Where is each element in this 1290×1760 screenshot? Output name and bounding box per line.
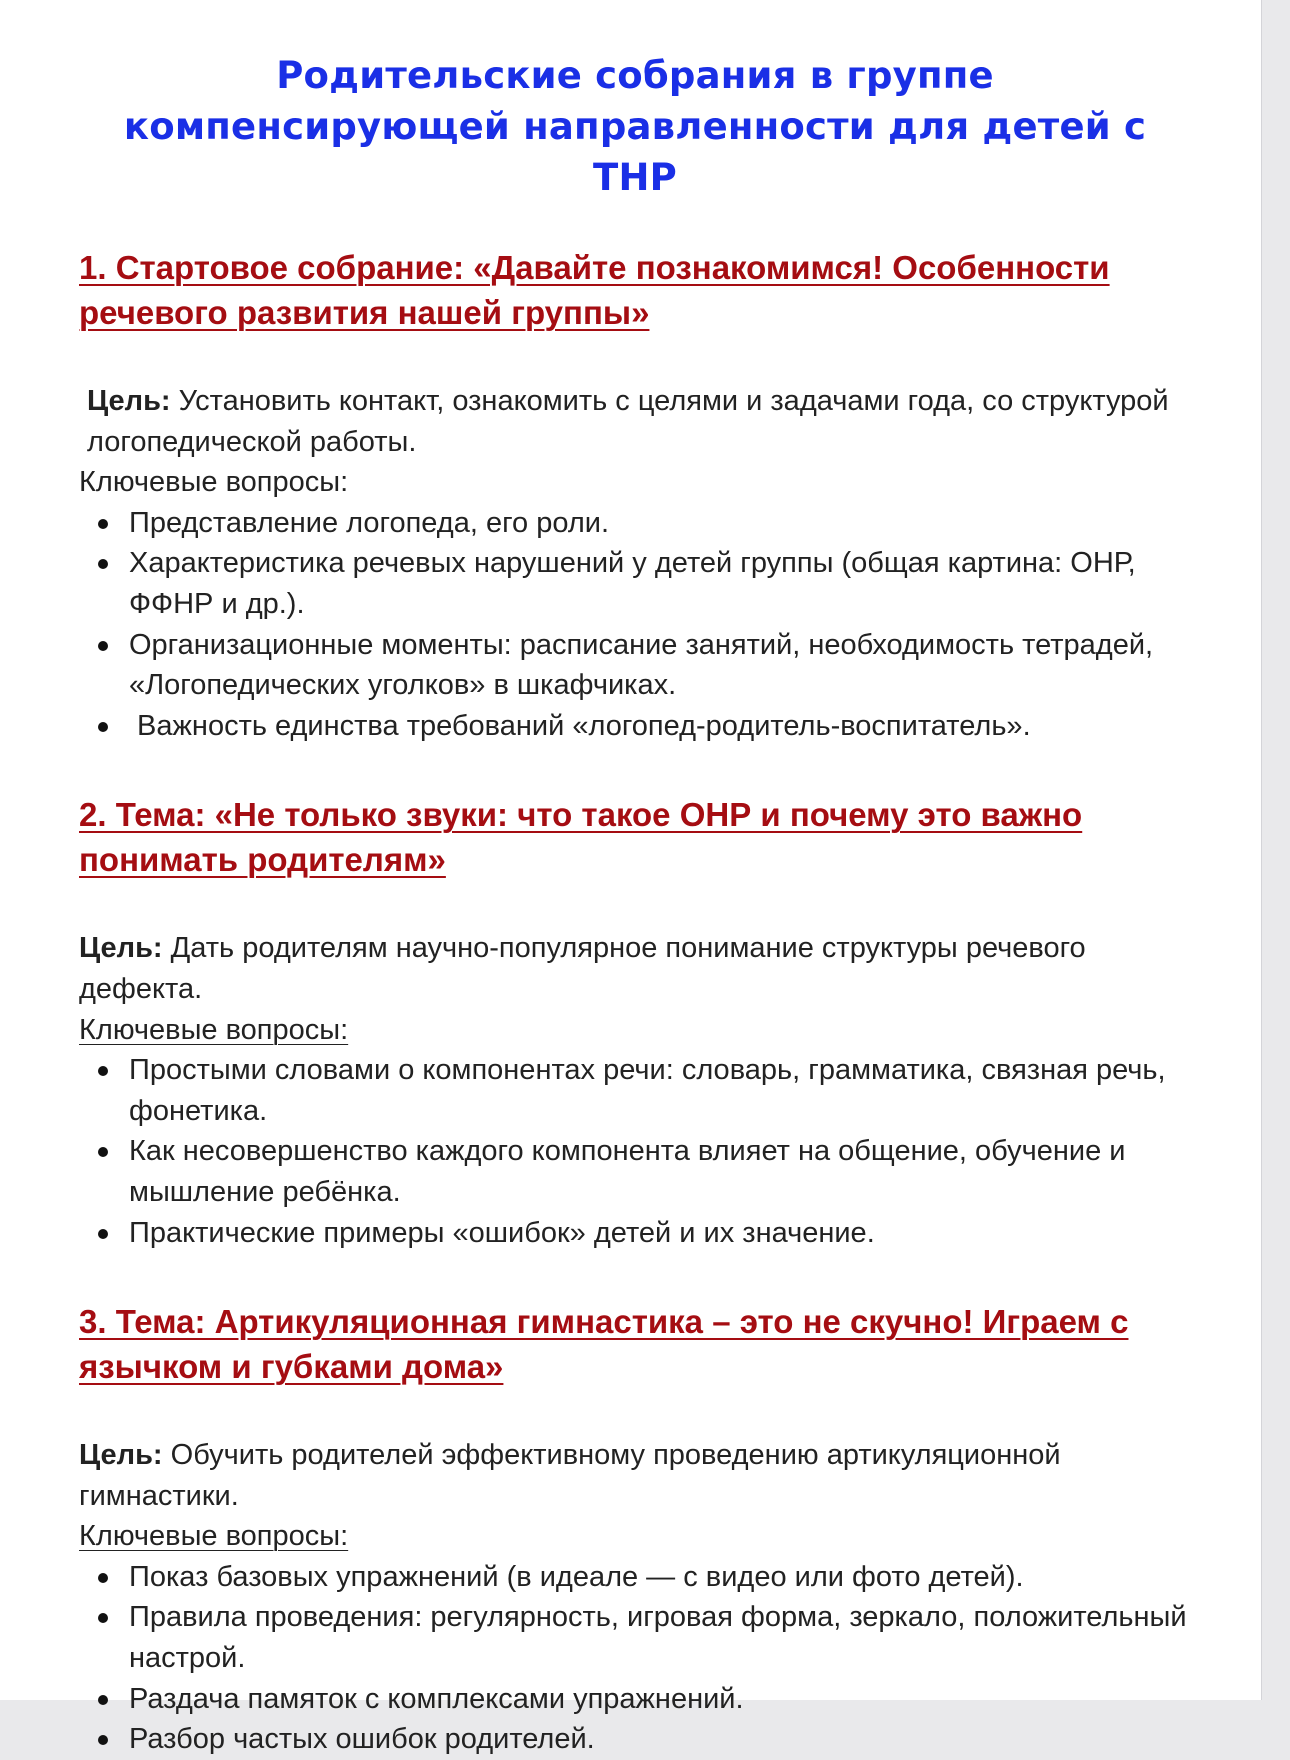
goal-paragraph xyxy=(79,381,1191,462)
meeting-section-1 xyxy=(79,245,1191,746)
meeting-section-2 xyxy=(79,792,1191,1253)
list-item: Как несовершенство каждого компонента влияет на общение, обучение и мышление ребёнка. xyxy=(129,1131,1191,1212)
list-item: Простыми словами о компонентах речи: словарь, грамматика, связная речь, фонетика. xyxy=(129,1050,1191,1131)
key-questions-paragraph xyxy=(79,1010,1191,1051)
section-heading: 3. Тема: Артикуляционная гимнастика – это не скучно! Играем с язычком и губками дома» xyxy=(79,1303,1129,1386)
goal-text: Дать родителям научно-популярное понимание структуры речевого дефекта. xyxy=(79,932,1086,1005)
key-questions-paragraph xyxy=(79,1516,1191,1557)
page-title: Родительские собрания в группе компенсирующей направленности для детей с ТНР xyxy=(123,54,1147,199)
section-heading: 2. Тема: «Не только звуки: что такое ОНР и почему это важно понимать родителям» xyxy=(79,796,1083,879)
key-questions-list xyxy=(79,1050,1191,1253)
key-questions-label: Ключевые вопросы: xyxy=(79,1013,349,1046)
key-questions-list xyxy=(79,503,1191,747)
section-heading: 1. Стартовое собрание: «Давайте познакомимся! Особенности речевого развития нашей группы» xyxy=(79,249,1110,331)
goal-paragraph xyxy=(79,928,1191,1009)
goal-paragraph xyxy=(79,1435,1191,1516)
list-item: Организационные моменты: расписание занятий, необходимость тетрадей, «Логопедических уголков» в шкафчиках. xyxy=(129,625,1191,706)
list-item: Характеристика речевых нарушений у детей группы (общая картина: ОНР, ФФНР и др.). xyxy=(129,543,1191,624)
key-questions-list xyxy=(79,1557,1191,1760)
list-item: Представление логопеда, его роли. xyxy=(129,503,1191,544)
list-item: Правила проведения: регулярность, игровая форма, зеркало, положительный настрой. xyxy=(129,1597,1191,1678)
goal-label: Цель: xyxy=(79,932,163,965)
goal-label: Цель: xyxy=(79,1439,163,1472)
goal-label: Цель: xyxy=(87,385,171,417)
list-item: Важность единства требований «логопед-родитель-воспитатель». xyxy=(129,706,1191,747)
goal-text: Установить контакт, ознакомить с целями и задачами года, со структурой логопедической работы. xyxy=(87,385,1169,458)
list-item: Разбор частых ошибок родителей. xyxy=(129,1719,1191,1760)
list-item: Показ базовых упражнений (в идеале — с видео или фото детей). xyxy=(129,1557,1191,1598)
meeting-section-3 xyxy=(79,1299,1191,1760)
key-questions-label: Ключевые вопросы: xyxy=(79,466,349,499)
list-item: Практические примеры «ошибок» детей и их значение. xyxy=(129,1213,1191,1254)
key-questions-paragraph xyxy=(79,462,1191,503)
goal-text: Обучить родителей эффективному проведению артикуляционной гимнастики. xyxy=(79,1439,1061,1512)
list-item: Раздача памяток с комплексами упражнений. xyxy=(129,1679,1191,1720)
key-questions-label: Ключевые вопросы: xyxy=(79,1520,349,1553)
